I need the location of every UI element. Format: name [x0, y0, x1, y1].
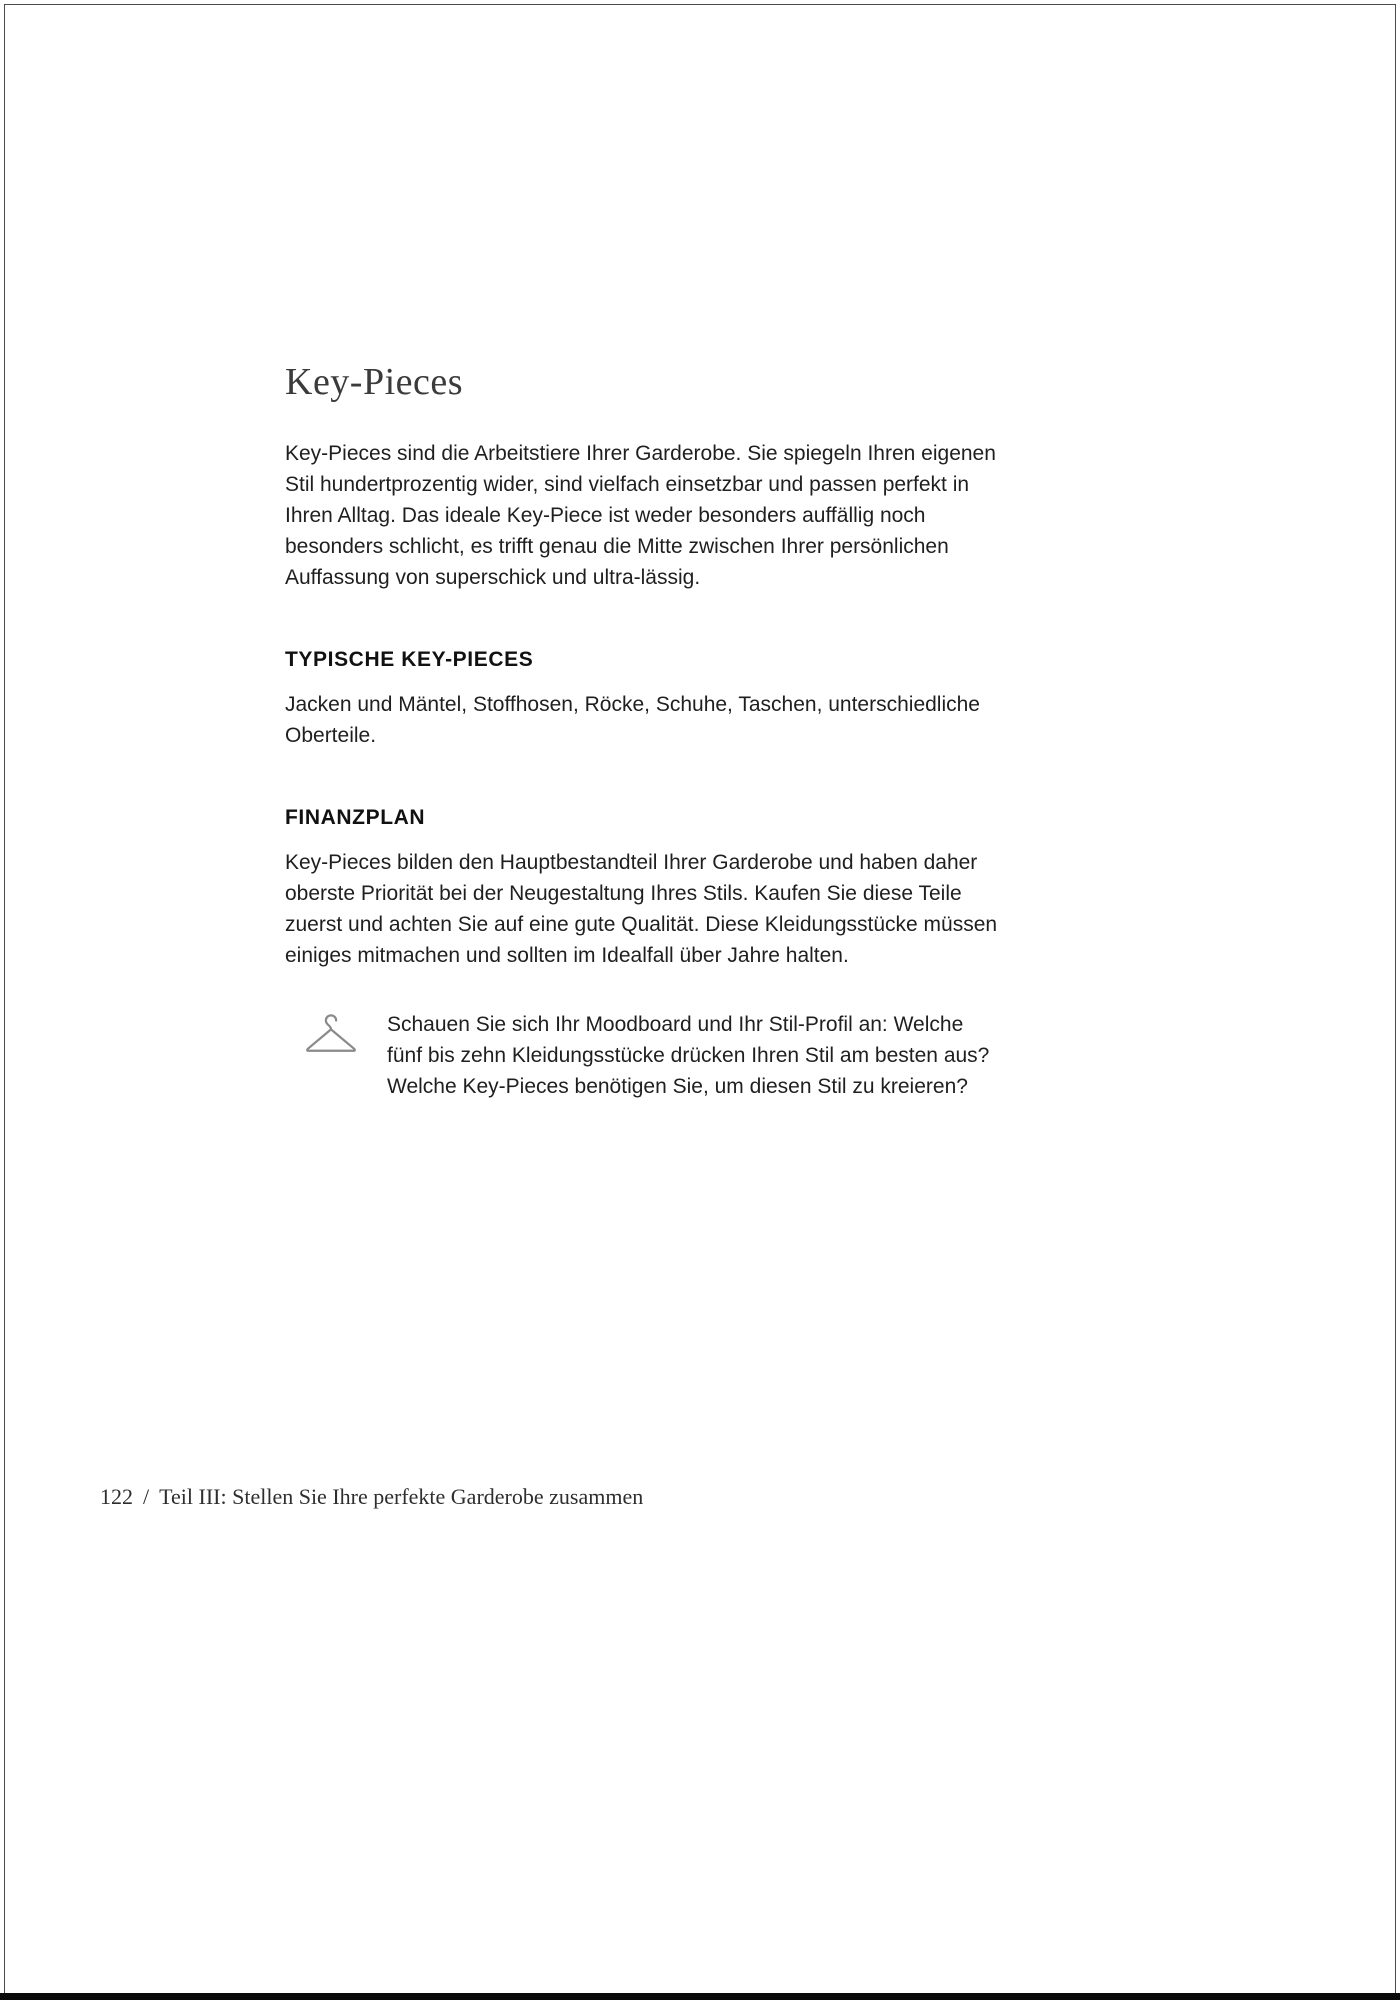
- section-heading-typische-key-pieces: TYPISCHE KEY-PIECES: [285, 648, 534, 671]
- page-number: 122: [100, 1484, 133, 1509]
- footer-separator: /: [143, 1484, 150, 1509]
- intro-paragraph: Key-Pieces sind die Arbeitstiere Ihrer Garderobe. Sie spiegeln Ihren eigenen Stil hundertprozentig wider, sind vielfach einsetzbar und passen perfekt in Ihren Alltag. Das ideale Key-Piece ist weder besonders auffällig noch besonders schlicht, es trifft genau die Mitte zwischen Ihrer persönlichen Auffassung von superschick und ultra-lässig.: [285, 442, 996, 589]
- footer-part-title: Teil III: Stellen Sie Ihre perfekte Garderobe zusammen: [159, 1484, 644, 1509]
- tip-text: Schauen Sie sich Ihr Moodboard und Ihr Stil-Profil an: Welche fünf bis zehn Kleidungsstücke drücken Ihren Stil am besten aus? Welche Key-Pieces benötigen Sie, um diesen Stil zu kreieren?: [387, 1013, 990, 1098]
- page-content: [285, 360, 999, 1102]
- page-bottom-edge: [0, 1993, 1400, 2000]
- tip-block: [285, 1009, 999, 1102]
- section-paragraph-finanzplan: Key-Pieces bilden den Hauptbestandteil Ihrer Garderobe und haben daher oberste Priorität bei der Neugestaltung Ihres Stils. Kaufen Sie diese Teile zuerst und achten Sie auf eine gute Qualität. Diese Kleidungsstücke müssen einiges mitmachen und sollten im Idealfall über Jahre halten.: [285, 851, 998, 967]
- section-heading-finanzplan: FINANZPLAN: [285, 806, 426, 829]
- hanger-icon: [303, 1009, 361, 1057]
- section-paragraph-typische-key-pieces: Jacken und Mäntel, Stoffhosen, Röcke, Schuhe, Taschen, unterschiedliche Oberteile.: [285, 693, 980, 747]
- page-footer: [100, 1484, 643, 1510]
- chapter-heading: Key-Pieces: [285, 361, 464, 403]
